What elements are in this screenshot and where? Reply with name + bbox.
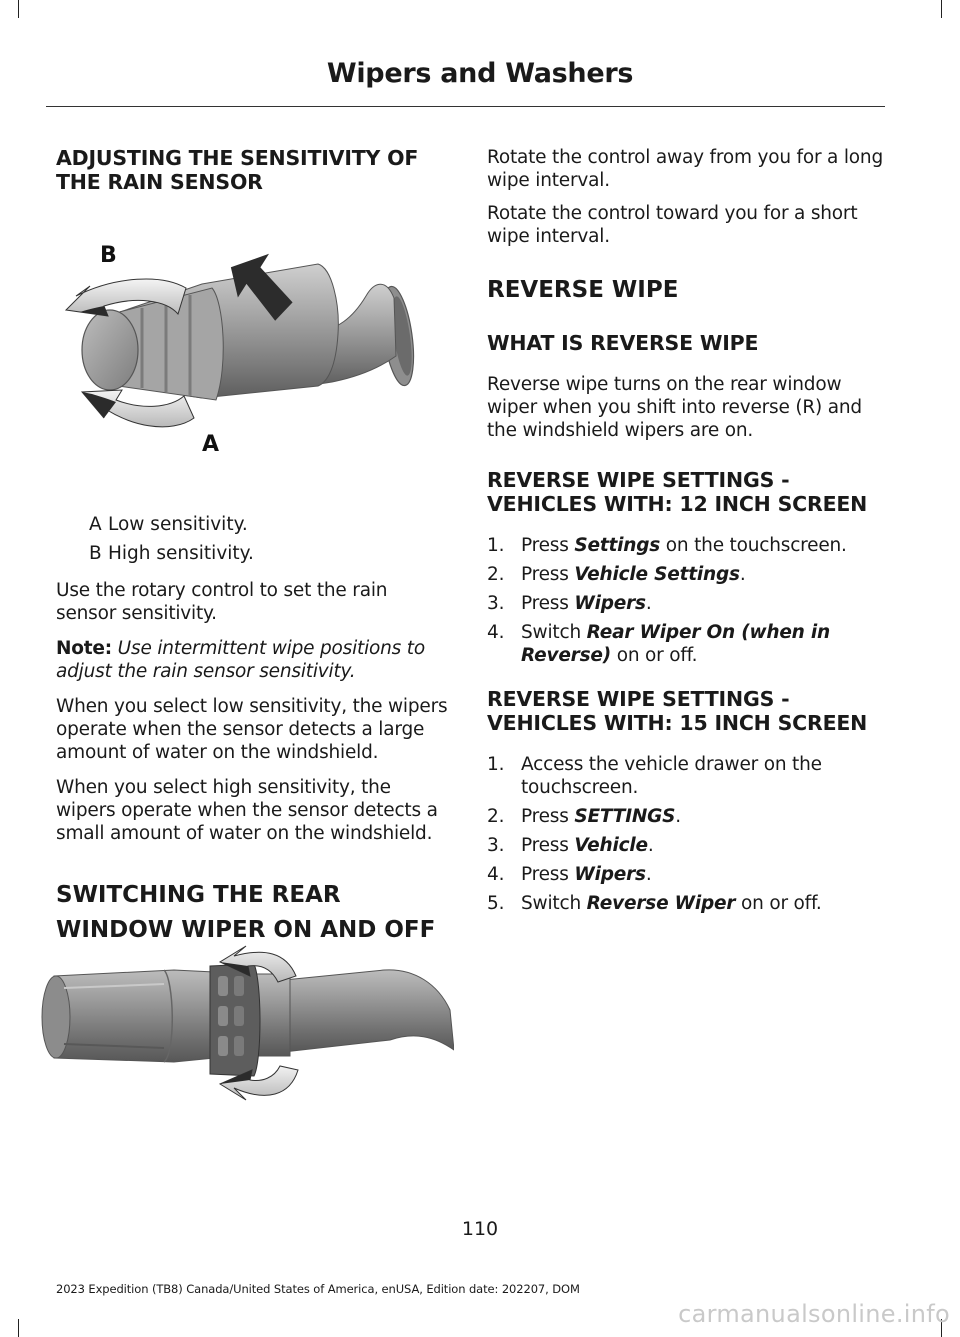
note-paragraph [56,637,448,683]
figure-label-a: A [202,432,220,456]
sensor-heading: ADJUSTING THE SENSITIVITY OF THE RAIN SENSOR [56,146,419,194]
legend-text: High sensitivity. [108,543,254,564]
legend-text: Low sensitivity. [108,514,248,535]
rain-sensor-control-figure [56,206,448,456]
left-column [56,146,448,947]
high-sensitivity-paragraph: When you select high sensitivity, the wipers operate when the sensor detects a small amount of water on the windshield. [56,777,438,844]
low-sensitivity-paragraph: When you select low sensitivity, the wipers operate when the sensor detects a large amount of water on the windshield. [56,696,448,763]
what-is-reverse-wipe-text: Reverse wipe turns on the rear window wiper when you shift into reverse (R) and the windshield wipers are on. [487,374,862,441]
note-label: Note: [56,638,112,659]
ui-label: Rear Wiper On (when in Reverse) [521,622,831,666]
rotate-away-paragraph: Rotate the control away from you for a long wipe interval. [487,147,883,191]
step-item: 3. Press Vehicle. [487,835,654,856]
ui-label: Reverse Wiper [586,893,736,914]
rear-wiper-heading-line1: SWITCHING THE REAR [56,882,341,908]
legend-row-a [56,513,448,536]
figure-label-b: B [100,243,117,268]
rear-wiper-heading-line2: WINDOW WIPER ON AND OFF [56,917,436,943]
reverse-wipe-heading: REVERSE WIPE [487,277,679,303]
edition-footer: 2023 Expedition (TB8) Canada/United States of America, enUSA, Edition date: 202207, DOM [56,1282,580,1296]
ui-label: Wipers [574,864,646,885]
step-item: 3. Press Wipers. [487,593,652,614]
crop-mark-top-left-v [18,0,19,18]
legend-key: A [89,514,102,535]
ui-label: Settings [574,535,661,556]
step-item: 1. Access the vehicle drawer on the touchscreen. [487,754,822,798]
rotate-toward-paragraph: Rotate the control toward you for a short wipe interval. [487,203,858,247]
crop-mark-bottom-left-v [18,1319,19,1337]
legend [56,513,448,565]
step-item: 5. Switch Reverse Wiper on or off. [487,893,822,914]
ui-label: Vehicle [574,835,648,856]
step-item: 2. Press Vehicle Settings. [487,564,746,585]
watermark: carmanualsonline.info [678,1300,950,1328]
settings-12-inch-steps [487,534,887,667]
rotary-control-paragraph: Use the rotary control to set the rain sensor sensitivity. [56,580,388,624]
step-item: 4. Switch Rear Wiper On (when in Reverse) on or off. [487,622,831,666]
right-column [487,146,887,921]
settings-12-inch-heading: REVERSE WIPE SETTINGS - VEHICLES WITH: 12 INCH SCREEN [487,468,868,516]
legend-key: B [89,543,102,564]
what-is-reverse-wipe-heading: WHAT IS REVERSE WIPE [487,331,759,355]
crop-mark-top-right-v [941,0,942,18]
legend-row-b [56,542,448,565]
title-rule [46,106,885,107]
ui-label: Wipers [574,593,646,614]
ui-label: Vehicle Settings [574,564,740,585]
settings-15-inch-steps [487,753,887,915]
step-item: 4. Press Wipers. [487,864,652,885]
rear-wiper-control-figure [34,940,454,1110]
step-item: 2. Press SETTINGS. [487,806,681,827]
ui-label: SETTINGS [574,806,676,827]
settings-15-inch-heading: REVERSE WIPE SETTINGS - VEHICLES WITH: 15 INCH SCREEN [487,687,868,735]
step-item: 1. Press Settings on the touchscreen. [487,535,847,556]
page-number: 110 [461,1218,499,1240]
note-text: Use intermittent wipe positions to adjust the rain sensor sensitivity. [56,638,425,682]
page-title: Wipers and Washers [326,58,634,89]
